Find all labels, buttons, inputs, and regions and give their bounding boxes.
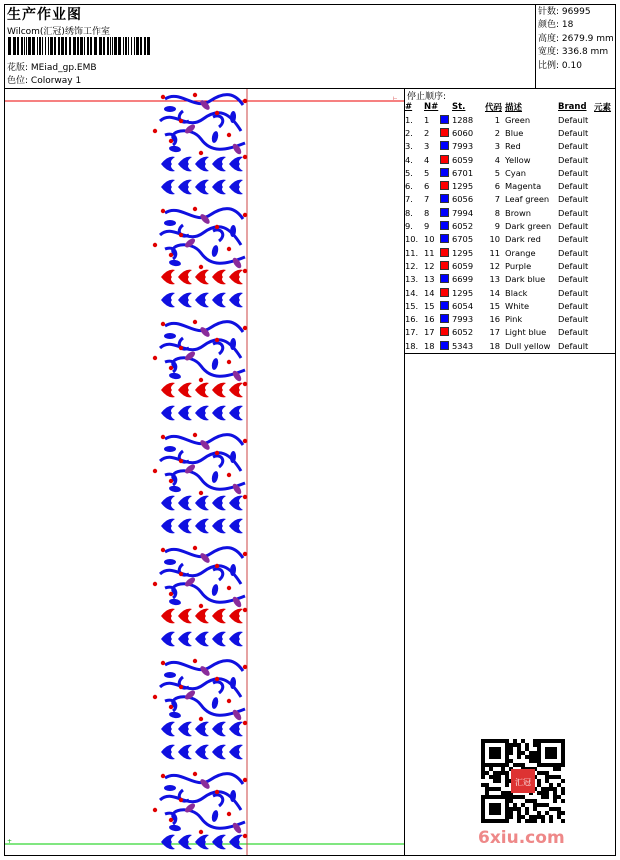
leaf-motif [212, 406, 226, 421]
row-code: 8 [494, 207, 500, 218]
leaf-motif [212, 180, 226, 195]
row-stitches: 1295 [452, 247, 474, 258]
row-description: Brown [505, 207, 532, 218]
stat-width: 宽度: 336.8 mm [538, 47, 609, 58]
table-row [405, 326, 614, 339]
row-swatch [440, 246, 452, 259]
row-swatch [440, 312, 452, 325]
leaf-row [161, 519, 243, 534]
leaf-motif [161, 835, 175, 850]
row-code: 13 [489, 274, 500, 285]
page-title: 生产作业图 [7, 7, 82, 23]
table-row [405, 126, 614, 139]
table-row [405, 153, 614, 166]
row-swatch [440, 126, 452, 139]
leaf-motif [212, 270, 226, 285]
leaf-motif [195, 293, 209, 308]
leaf-motif [178, 835, 192, 850]
row-index: 18. [405, 340, 419, 351]
row-code: 15 [489, 300, 500, 311]
row-index: 2. [405, 127, 413, 138]
leaf-motif [212, 835, 226, 850]
leaf-motif [229, 609, 243, 624]
watermark: 6xiu.com [478, 828, 565, 848]
bottom-marker: + [7, 838, 13, 845]
floral-scroll-motif [153, 772, 247, 838]
row-stitches: 6699 [452, 274, 474, 285]
row-code: 12 [489, 260, 500, 271]
leaf-motif [229, 270, 243, 285]
row-brand: Default [558, 221, 589, 232]
table-row [405, 312, 614, 325]
row-code: 18 [489, 340, 500, 351]
leaf-motif [212, 293, 226, 308]
leaf-motif [195, 609, 209, 624]
color-swatch [440, 274, 449, 283]
leaf-motif [161, 293, 175, 308]
color-swatch [440, 327, 449, 336]
row-brand: Default [558, 287, 589, 298]
table-row [405, 206, 614, 219]
row-stitches: 1295 [452, 181, 474, 192]
table-row [405, 233, 614, 246]
row-description: Red [505, 141, 521, 152]
row-code: 4 [494, 154, 500, 165]
row-code: 17 [489, 327, 500, 338]
leaf-motif [229, 745, 243, 760]
row-n: 2 [424, 127, 430, 138]
stat-height: 高度: 2679.9 mm [538, 33, 614, 44]
row-stitches: 7993 [452, 141, 474, 152]
row-description: Purple [505, 260, 532, 271]
row-brand: Default [558, 274, 589, 285]
leaf-row [161, 609, 243, 624]
row-code: 1 [494, 114, 500, 125]
row-index: 3. [405, 141, 413, 152]
row-swatch [440, 113, 452, 126]
row-description: Black [505, 287, 528, 298]
leaf-motif [195, 835, 209, 850]
row-description: Leaf green [505, 194, 550, 205]
stats-divider [535, 4, 536, 89]
row-index: 9. [405, 221, 413, 232]
design-stats [538, 6, 614, 73]
row-n: 1 [424, 114, 430, 125]
color-swatch [440, 181, 449, 190]
floral-scroll-motif [153, 93, 247, 159]
row-swatch [440, 326, 452, 339]
color-swatch [440, 115, 449, 124]
color-list-table [405, 100, 614, 352]
row-description: Cyan [505, 167, 527, 178]
row-index: 1. [405, 114, 413, 125]
leaf-row [161, 406, 243, 421]
table-row [405, 166, 614, 179]
row-stitches: 6054 [452, 300, 474, 311]
leaf-motif [212, 632, 226, 647]
row-n: 13 [424, 274, 435, 285]
leaf-motif [195, 496, 209, 511]
leaf-motif [195, 383, 209, 398]
color-swatch [440, 234, 449, 243]
row-description: Dark green [505, 221, 552, 232]
table-row [405, 246, 614, 259]
row-index: 8. [405, 207, 413, 218]
qr-stamp-text: 汇冠 [515, 778, 531, 787]
row-brand: Default [558, 127, 589, 138]
row-brand: Default [558, 167, 589, 178]
row-index: 12. [405, 260, 419, 271]
leaf-motif [178, 406, 192, 421]
table-row [405, 286, 614, 299]
colorway-info [7, 73, 81, 86]
leaf-motif [178, 293, 192, 308]
color-swatch [440, 141, 449, 150]
row-description: Green [505, 114, 531, 125]
table-header [405, 100, 614, 113]
leaf-row [161, 722, 243, 737]
leaf-motif [229, 835, 243, 850]
row-index: 7. [405, 194, 413, 205]
row-swatch [440, 179, 452, 192]
row-description: Orange [505, 247, 536, 258]
row-index: 16. [405, 314, 419, 325]
row-swatch [440, 140, 452, 153]
leaf-motif [212, 722, 226, 737]
color-swatch [440, 341, 449, 350]
row-brand: Default [558, 234, 589, 245]
table-row [405, 339, 614, 352]
color-swatch [440, 194, 449, 203]
stat-stitches: 针数: 96995 [538, 7, 591, 17]
qr-code [481, 739, 565, 823]
leaf-motif [178, 270, 192, 285]
table-row [405, 219, 614, 232]
row-brand: Default [558, 154, 589, 165]
row-n: 7 [424, 194, 430, 205]
row-n: 16 [424, 314, 435, 325]
row-index: 13. [405, 274, 419, 285]
row-swatch [440, 339, 452, 352]
table-row [405, 273, 614, 286]
col-element: 元素 [594, 102, 612, 113]
table-row [405, 179, 614, 192]
row-stitches: 6059 [452, 154, 474, 165]
leaf-motif [212, 496, 226, 511]
leaf-row [161, 496, 243, 511]
row-index: 10. [405, 234, 419, 245]
row-stitches: 7994 [452, 207, 474, 218]
color-swatch [440, 248, 449, 257]
row-code: 16 [489, 314, 500, 325]
leaf-motif [195, 632, 209, 647]
stop-sequence-title: 停止顺序: [407, 92, 447, 102]
row-stitches: 6052 [452, 327, 474, 338]
row-code: 10 [489, 234, 500, 245]
design-info [7, 60, 97, 73]
design-label: 花版: [7, 63, 29, 73]
leaf-motif [229, 293, 243, 308]
row-swatch [440, 166, 452, 179]
col-stitches: St. [452, 101, 466, 112]
leaf-motif [212, 383, 226, 398]
colorway-label: 色位: [7, 76, 29, 86]
row-description: Dark blue [505, 274, 546, 285]
stat-colors: 颜色: 18 [538, 20, 574, 31]
leaf-motif [161, 632, 175, 647]
row-n: 6 [424, 181, 430, 192]
row-stitches: 6056 [452, 194, 474, 205]
leaf-motif [195, 406, 209, 421]
leaf-row [161, 270, 243, 285]
row-n: 9 [424, 221, 430, 232]
row-description: Magenta [505, 181, 542, 192]
row-description: Dull yellow [505, 340, 551, 351]
row-n: 5 [424, 167, 430, 178]
row-description: Light blue [505, 327, 547, 338]
barcode [8, 37, 150, 55]
leaf-motif [195, 519, 209, 534]
leaf-motif [161, 745, 175, 760]
floral-scroll-motif [153, 207, 247, 273]
row-brand: Default [558, 247, 589, 258]
row-code: 11 [489, 247, 500, 258]
leaf-motif [161, 496, 175, 511]
leaf-motif [161, 157, 175, 172]
leaf-motif [229, 406, 243, 421]
leaf-motif [212, 519, 226, 534]
leaf-motif [195, 745, 209, 760]
floral-scroll-motif [153, 320, 247, 386]
table-bottom-divider [404, 353, 616, 354]
leaf-motif [161, 406, 175, 421]
color-swatch [440, 155, 449, 164]
leaf-motif [212, 609, 226, 624]
leaf-motif [178, 609, 192, 624]
leaf-motif [212, 157, 226, 172]
leaf-row [161, 383, 243, 398]
leaf-motif [195, 180, 209, 195]
table-row [405, 193, 614, 206]
row-n: 3 [424, 141, 430, 152]
row-index: 5. [405, 167, 413, 178]
row-code: 7 [494, 194, 500, 205]
row-index: 17. [405, 327, 419, 338]
row-swatch [440, 259, 452, 272]
floral-scroll-motif [153, 433, 247, 499]
stat-scale: 比例: 0.10 [538, 60, 582, 71]
color-swatch [440, 288, 449, 297]
row-index: 4. [405, 154, 413, 165]
row-stitches: 6705 [452, 234, 474, 245]
leaf-motif [178, 722, 192, 737]
colorway-name: Colorway 1 [30, 76, 82, 86]
leaf-motif [178, 519, 192, 534]
row-index: 11. [405, 247, 419, 258]
row-n: 10 [424, 234, 435, 245]
leaf-motif [195, 157, 209, 172]
row-brand: Default [558, 207, 589, 218]
leaf-motif [161, 609, 175, 624]
leaf-motif [229, 632, 243, 647]
leaf-motif [161, 270, 175, 285]
color-swatch [440, 128, 449, 137]
leaf-motif [161, 519, 175, 534]
col-n: N# [424, 101, 439, 112]
row-description: Dark red [505, 234, 541, 245]
row-stitches: 1288 [452, 114, 474, 125]
row-n: 17 [424, 327, 435, 338]
leaf-motif [178, 632, 192, 647]
leaf-motif [229, 180, 243, 195]
row-brand: Default [558, 181, 589, 192]
color-swatch [440, 208, 449, 217]
row-brand: Default [558, 314, 589, 325]
top-marker: ⊢ [393, 96, 398, 102]
row-description: Yellow [505, 154, 531, 165]
row-stitches: 6701 [452, 167, 474, 178]
row-n: 15 [424, 300, 435, 311]
row-code: 2 [494, 127, 500, 138]
row-brand: Default [558, 141, 589, 152]
floral-scroll-motif [153, 659, 247, 725]
leaf-motif [229, 383, 243, 398]
leaf-row [161, 157, 243, 172]
row-n: 4 [424, 154, 430, 165]
row-code: 9 [494, 221, 500, 232]
leaf-motif [229, 496, 243, 511]
leaf-row [161, 180, 243, 195]
leaf-motif [212, 745, 226, 760]
leaf-motif [195, 270, 209, 285]
leaf-motif [195, 722, 209, 737]
leaf-row [161, 835, 243, 850]
color-swatch [440, 168, 449, 177]
col-brand: Brand [558, 101, 587, 112]
leaf-motif [178, 383, 192, 398]
design-preview [5, 89, 404, 855]
row-stitches: 6060 [452, 127, 474, 138]
leaf-motif [178, 496, 192, 511]
row-n: 11 [424, 247, 435, 258]
leaf-row [161, 745, 243, 760]
leaf-motif [178, 745, 192, 760]
row-stitches: 1295 [452, 287, 474, 298]
leaf-motif [161, 383, 175, 398]
row-n: 12 [424, 260, 435, 271]
row-swatch [440, 153, 452, 166]
leaf-motif [229, 157, 243, 172]
row-n: 8 [424, 207, 430, 218]
row-brand: Default [558, 114, 589, 125]
row-index: 6. [405, 181, 413, 192]
design-file: MEiad_gp.EMB [30, 63, 97, 73]
col-code: 代码 [484, 102, 502, 113]
row-brand: Default [558, 300, 589, 311]
table-row [405, 140, 614, 153]
leaf-motif [178, 180, 192, 195]
leaf-motif [161, 180, 175, 195]
row-index: 14. [405, 287, 419, 298]
color-swatch [440, 314, 449, 323]
row-stitches: 6052 [452, 221, 474, 232]
row-n: 14 [424, 287, 435, 298]
color-swatch [440, 301, 449, 310]
row-swatch [440, 219, 452, 232]
row-code: 5 [494, 167, 500, 178]
row-stitches: 7993 [452, 314, 474, 325]
leaf-motif [229, 722, 243, 737]
leaf-motif [178, 157, 192, 172]
row-swatch [440, 193, 452, 206]
row-index: 15. [405, 300, 419, 311]
row-brand: Default [558, 260, 589, 271]
row-brand: Default [558, 194, 589, 205]
leaf-row [161, 632, 243, 647]
col-description: 描述 [505, 102, 523, 113]
col-index: # [405, 101, 413, 112]
leaf-motif [161, 722, 175, 737]
leaf-row [161, 293, 243, 308]
row-swatch [440, 233, 452, 246]
row-brand: Default [558, 340, 589, 351]
row-code: 6 [494, 181, 500, 192]
row-stitches: 6059 [452, 260, 474, 271]
color-swatch [440, 261, 449, 270]
row-description: Blue [505, 127, 524, 138]
leaf-motif [229, 519, 243, 534]
row-swatch [440, 299, 452, 312]
row-stitches: 5343 [452, 340, 474, 351]
row-swatch [440, 286, 452, 299]
color-swatch [440, 221, 449, 230]
row-code: 14 [489, 287, 500, 298]
company-name: Wilcom(汇冠)绣饰工作室 [7, 27, 110, 37]
row-description: Pink [505, 314, 523, 325]
table-row [405, 299, 614, 312]
row-description: White [505, 300, 530, 311]
row-swatch [440, 206, 452, 219]
row-code: 3 [494, 141, 500, 152]
row-swatch [440, 273, 452, 286]
row-n: 18 [424, 340, 435, 351]
table-row [405, 113, 614, 126]
row-brand: Default [558, 327, 589, 338]
floral-scroll-motif [153, 546, 247, 612]
table-row [405, 259, 614, 272]
